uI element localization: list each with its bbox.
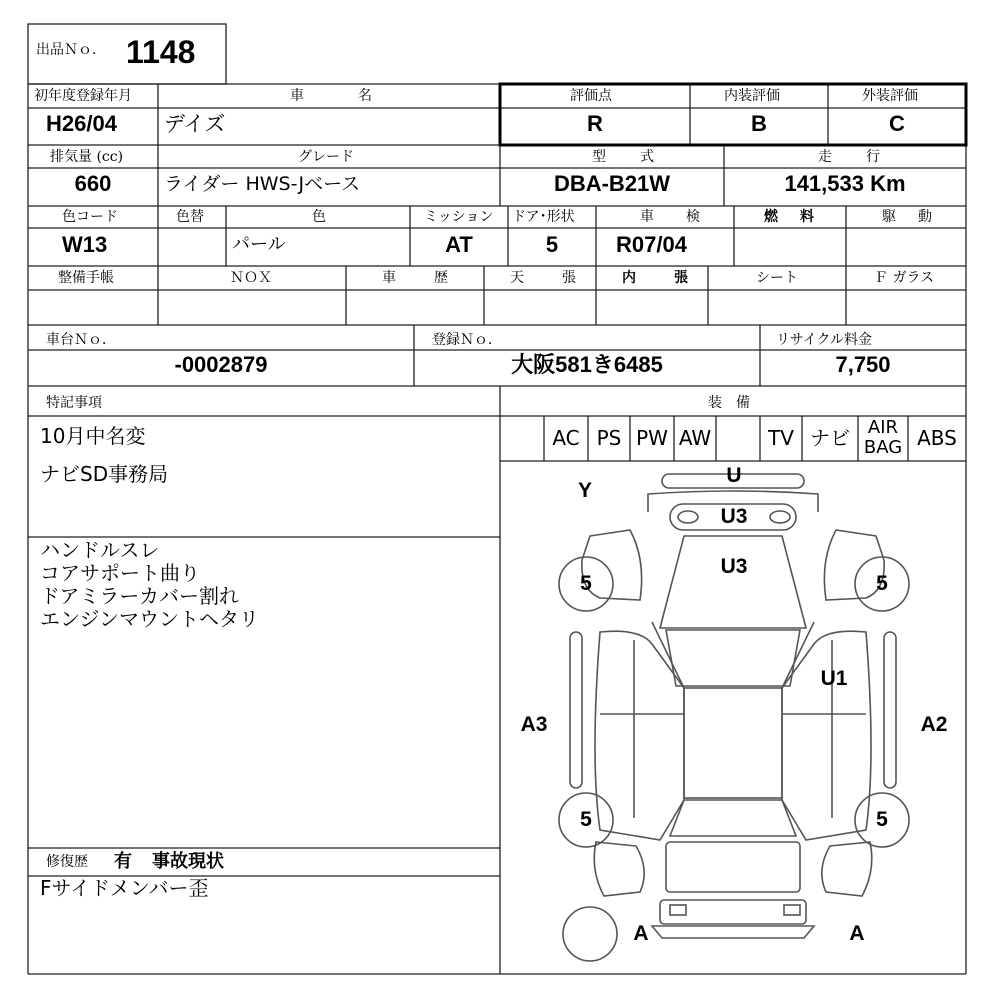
notes-line-1: 10月中名変 [40,424,146,448]
mark-front-bumper: U [726,464,742,487]
roof-part [684,688,782,798]
history-label-b: 歴 [434,270,448,286]
model-label-a: 型 [592,149,606,165]
door-label: ドア･形状 [512,209,575,225]
mark-tire-front-right: 5 [876,572,888,595]
color-label: 色 [312,209,326,225]
condition-line-1: ハンドルスレ [40,538,160,562]
mark-rear-right: A [849,922,865,945]
inspection-label-a: 車 [640,209,654,225]
left-body-part [595,631,684,840]
mileage-value: 141,533 Km [784,171,906,196]
exterior-value: C [889,111,905,136]
displacement-value: 660 [74,171,112,196]
color-code-label: 色コード [62,209,118,225]
maintenance-label: 整備手帳 [58,270,114,286]
score-value: R [587,111,603,136]
lot-number-label: 出品Ｎｏ． [36,42,106,58]
inner-label-a: 内 [622,270,636,286]
grade-label: グレード [298,149,354,165]
interior-label: 内装評価 [724,88,780,104]
registration-value: 大阪581き6485 [511,352,663,377]
mark-hood: U3 [720,555,748,578]
equipment-aw: AW [678,426,712,450]
registration-label: 登録Ｎｏ． [432,332,502,348]
car-name-label-a: 車 [290,88,304,104]
mark-rear-left: A [633,922,649,945]
mark-tire-rear-right: 5 [876,808,888,831]
grade-value: ライダー HWS-Jベース [164,173,361,195]
notes-label: 特記事項 [46,395,102,411]
spare-tire [563,907,617,961]
inner-label-b: 張 [674,270,688,286]
right-rocker [884,632,896,788]
repaint-label: 色替 [176,209,204,225]
windshield-part [666,630,800,686]
equipment-navi: ナビ [810,426,850,450]
fuel-label-b: 料 [800,209,814,225]
color-value: パール [232,234,286,255]
seat-label: シート [756,270,798,286]
fglass-label: Ｆ ガラス [874,270,935,286]
mission-value: AT [445,232,473,257]
condition-line-4: エンジンマウントヘタリ [40,607,259,631]
equipment-ps: PS [596,426,622,450]
roof-label-b: 張 [562,270,576,286]
chassis-label: 車台Ｎｏ． [46,332,116,348]
equipment-pw: PW [636,426,668,450]
model-label-b: 式 [640,149,654,165]
mark-right-door: U1 [820,667,848,690]
model-value: DBA-B21W [553,171,671,196]
interior-value: B [751,111,767,136]
door-value: 5 [545,232,559,257]
car-name-label-b: 名 [358,88,372,104]
roof-label-a: 天 [510,270,524,286]
history-label-a: 車 [382,270,396,286]
inspection-label-b: 検 [686,209,700,225]
mission-label: ミッション [424,209,494,225]
first-reg-label: 初年度登録年月 [34,88,132,104]
equipment-ac: AC [552,426,580,450]
mileage-label-b: 行 [866,149,880,165]
drive-label-a: 駆 [882,209,896,225]
rear-right-fender [822,842,872,896]
equipment-label: 装 備 [708,395,750,411]
fuel-label-a: 燃 [764,209,778,225]
equipment-abs: ABS [917,426,957,450]
left-rocker [570,632,582,788]
equipment-airbag: AIR BAG [863,417,903,458]
chassis-value: -0002879 [174,352,268,377]
rear-left-fender [594,842,644,896]
color-code-value: W13 [62,232,108,257]
drive-label-b: 動 [918,209,932,225]
condition-line-2: コアサポート曲り [40,561,200,585]
mileage-label-a: 走 [818,149,832,165]
inspection-value: R07/04 [616,232,687,257]
mark-tire-rear-left: 5 [580,808,592,831]
car-name-value: デイズ [164,112,226,136]
repair-history-value: 有 [114,851,132,872]
exterior-label: 外装評価 [862,88,918,104]
first-reg-value: H26/04 [46,111,117,136]
mark-front-left: Y [577,479,592,502]
recycle-value: 7,750 [835,352,891,377]
equipment-tv: TV [768,426,794,450]
accident-status-label: 事故現状 [152,851,224,872]
repair-history-label: 修復歴 [46,854,88,870]
rear-glass-part [670,800,796,836]
lot-number: 1148 [126,34,196,70]
mark-tire-front-left: 5 [580,572,592,595]
mark-headlight: U3 [720,505,748,528]
displacement-label: 排気量 (cc) [50,149,124,165]
hood-part [660,536,806,628]
recycle-label: リサイクル料金 [776,332,873,348]
nox-label: ＮＯＸ [230,270,272,286]
score-label: 評価点 [570,88,612,104]
tailgate-part [666,842,800,892]
repair-note: Fサイドメンバー歪 [40,876,209,900]
notes-line-2: ナビSD事務局 [40,462,169,486]
condition-line-3: ドアミラーカバー割れ [40,584,239,608]
mark-right-side: A2 [920,713,948,736]
mark-left-side: A3 [520,713,548,736]
